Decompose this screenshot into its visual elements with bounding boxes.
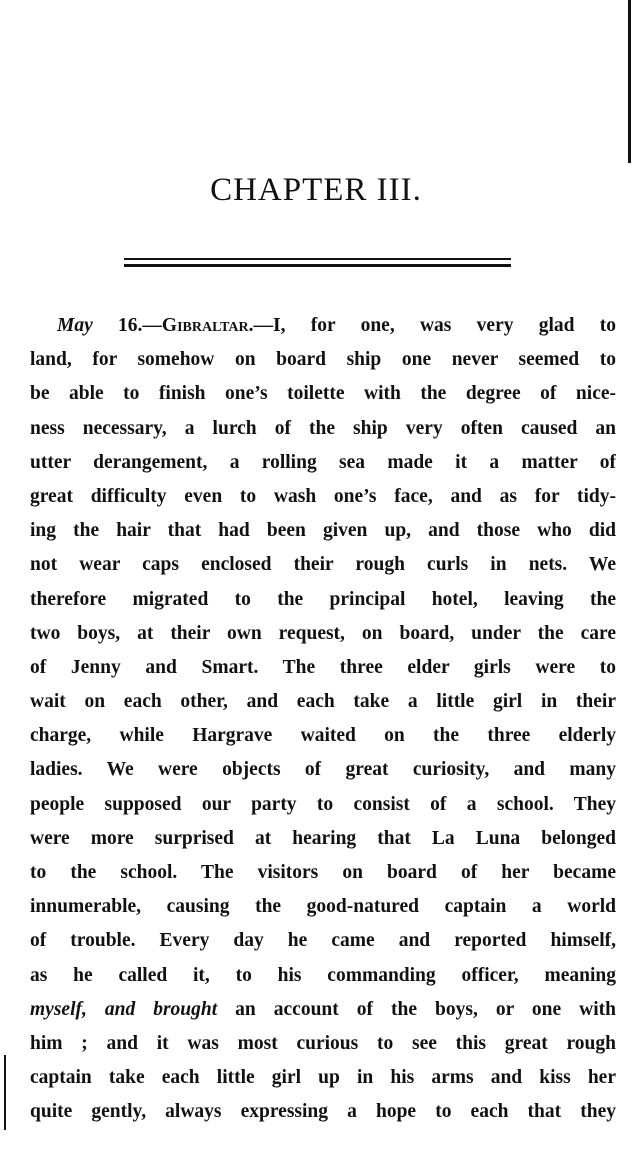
body-line: of trouble. Every day he came and reported himself, <box>30 930 616 952</box>
body-line: charge, while Hargrave waited on the three elderly <box>30 725 616 747</box>
body-line-1 <box>30 309 616 343</box>
body-line: therefore migrated to the principal hotel, leaving the <box>30 588 616 610</box>
body-line: wait on each other, and each take a little girl in their <box>30 691 616 713</box>
body-line-last: quite gently, always expressing a hope to each that they <box>30 1101 616 1123</box>
body-line: ladies. We were objects of great curiosity, and many <box>30 759 616 781</box>
scan-edge-mark-top <box>628 0 631 163</box>
body-line: were more surprised at hearing that La Luna belonged <box>30 827 616 849</box>
title-rule-thick <box>124 264 511 267</box>
title-rule-thin <box>124 258 511 260</box>
body-line: to the school. The visitors on board of her became <box>30 862 616 883</box>
italic-phrase: myself, and brought <box>30 998 218 1020</box>
body-line: be able to finish one’s toilette with the degree of nice- <box>30 383 616 405</box>
body-line: two boys, at their own request, on board, under the care <box>30 622 616 644</box>
first-line-rest: .—I, for one, was very glad to <box>248 315 616 336</box>
body-line: as he called it, to his commanding officer, meaning <box>30 964 616 986</box>
body-line-21 <box>30 993 616 1027</box>
body-line: great difficulty even to wash one’s face, and as for tidy- <box>30 485 616 507</box>
body-line: captain take each little girl up in his arms and kiss her <box>30 1067 616 1089</box>
chapter-title: CHAPTER III. <box>210 172 422 208</box>
body-line: innumerable, causing the good-natured captain a world <box>30 896 616 918</box>
body-line: people supposed our party to consist of a school. They <box>30 793 616 815</box>
body-line: not wear caps enclosed their rough curls in nets. We <box>30 554 616 576</box>
date-number: 16.— <box>92 315 162 336</box>
body-line: him ; and it was most curious to see this great rough <box>30 1032 616 1054</box>
body-line: land, for somehow on board ship one never seemed to <box>30 349 616 371</box>
body-text <box>30 309 616 1130</box>
body-line: of Jenny and Smart. The three elder girls were to <box>30 656 616 678</box>
body-line: ing the hair that had been given up, and those who did <box>30 520 616 542</box>
body-line: utter derangement, a rolling sea made it a matter of <box>30 451 616 473</box>
place-name: Gibraltar <box>161 315 249 336</box>
body-line: ness necessary, a lurch of the ship very often caused an <box>30 417 616 439</box>
line-21-rest: an account of the boys, or one with <box>217 998 616 1020</box>
scan-edge-mark-bottom <box>4 1055 6 1130</box>
date-month: May <box>57 315 93 336</box>
